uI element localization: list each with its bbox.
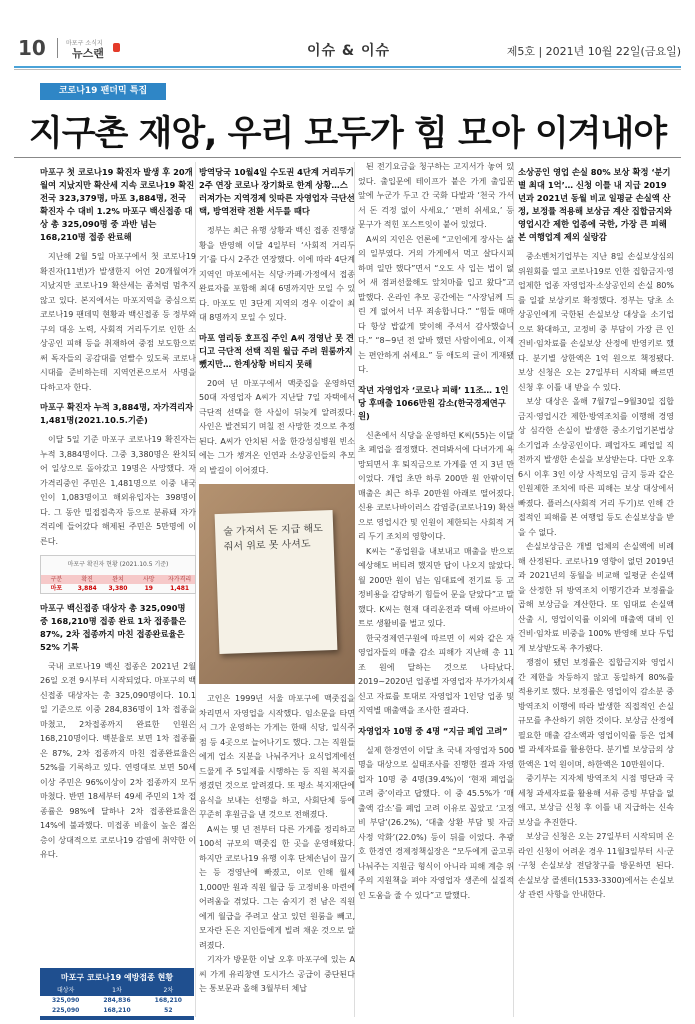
vaccination-row xyxy=(40,996,194,1006)
vaccination-cell: 52 xyxy=(164,1007,173,1014)
table-cell: 19 xyxy=(144,584,153,592)
vaccination-row xyxy=(40,1006,194,1016)
paragraph: 보상 대상은 올해 7월7일~9월30일 집합금지·영업시간 제한·방역조치를 이행해 경영상 심각한 손실이 발생한 중소기업기본법상 소기업과 소상공인이다. 폐업자도 폐업일 직전까지 발생한 손실을 보상받는다. 다만 오후 6시 이후 3인 이상 사적모임 금지 등과 같은 인원제한 조치에 따른 피해는 보상 대상에서 빠졌다. 플러스(사회적 거리 두기)로 인해 간접적인 피해를 본 여행업 등도 손실보상을 받을 수 없다. xyxy=(518,397,674,537)
memorial-note-photo xyxy=(199,484,355,684)
vaccination-cell: 325,090 xyxy=(52,997,80,1004)
feature-tag: 코로나19 팬더믹 특집 xyxy=(40,83,166,100)
subheading: 자영업자 10명 중 4명 “지금 폐업 고려” xyxy=(358,725,508,736)
paragraph: 20여 년 마포구에서 맥줏집을 운영하던 50대 자영업자 A씨가 지난달 7일 자택에서 극단적 선택을 한 사실이 뒤늦게 알려졌다. 사인은 발견되기 며칠 전 사망한 것으로 추정된다. A씨가 안치된 서울 한강성심병원 빈소에는 그가 챙겨온 인연과 소상공인들의 추모의 발길이 이어졌다. xyxy=(199,378,355,475)
logo-mark-icon xyxy=(113,43,120,52)
paragraph: 중소벤처기업부는 지난 8일 손실보상심의위원회를 열고 코로나19로 인한 집합금지·영업제한 업종 자영업자·소상공인의 손실 80%를 일괄 보상키로 확정했다. 정부는 당초 소상공인에게 국한된 손실보상 대상을 소기업으로 확대하고, 고정비 중 부담이 가장 큰 인건비·임차료를 손실보상 산정에 반영키로 했다. 분기별 상한액은 1억 원으로 책정됐다. 보상 신청은 오는 27일부터 시작돼 빠르면 신청 후 이틀 내 받을 수 있다. xyxy=(518,252,674,392)
subheading: 소상공인 영업 손실 80% 보상 확정 ‘분기별 최대 1억’… 신청 이틀 내 지급 2019년과 2021년 동월 비교 일평균 손실액 산정, 보정률 적용해 보상금 계산 집합금지와 영업시간 제한 업종에 국한, 가장 큰 피해 본 여행업계 제외 실랑감 xyxy=(518,167,672,242)
paragraph: K씨는 “종업원을 내보내고 매출을 반으로 예상해도 버티려 했지만 답이 나오지 않았다. 월 200만 원이 넘는 임대료에 전기료 등 고정비용을 감당하기 힘들어 문을 닫았다”고 말했다. K씨는 현재 대리운전과 택배 아르바이트로 생활비를 벌고 있다. xyxy=(358,546,514,628)
table-row xyxy=(41,584,195,593)
table-cell: 마포 xyxy=(50,584,63,592)
table-title: 마포구 확진자 현황 (2021.10.5 기준) xyxy=(67,561,169,568)
page-header xyxy=(0,0,695,70)
vaccination-header-row xyxy=(40,986,194,996)
paragraph: A씨는 몇 년 전부터 다른 가게를 정리하고 100석 규모의 맥줏집 한 곳을 운영해왔다. 하지만 코로나19 유행 이후 단체손님이 끊기는 등 경영난에 빠졌고, 이로 인해 월세 1,000만 원과 직원 월급 등 고정비용 마련에 어려움을 겪었다. 그는 숨지기 전 남은 직원에게 월급을 주려고 살고 있던 원룸을 빼고, 모자란 돈은 지인들에게 빌려 채운 것으로 알려졌다. xyxy=(199,824,355,950)
paragraph: 보상금 신청은 오는 27일부터 시작되며 온라인 신청이 어려운 경우 11월3일부터 시·군·구청 손실보상 전담창구를 방문하면 된다. 손실보상 콜센터(1533-3300)에서는 손실보상 관련 사항을 안내한다. xyxy=(518,832,674,899)
table-header-row xyxy=(41,575,195,584)
column-2 xyxy=(199,160,355,997)
table-cell: 3,884 xyxy=(77,584,97,592)
subheading: 마포구 첫 코로나19 확진자 발생 후 20개월여 지났지만 확산세 지속 코로나19 확진 전국 323,379명, 마포 3,884명, 전국 확진자 수 대비 1.2% 마포구 백신접종 대상 총 325,090명 중 과반 넘는 168,210명 접종 완료해 xyxy=(40,167,195,242)
paragraph: A씨의 지인은 언론에 “고인에게 장사는 삶의 일부였다. 거의 가게에서 먹고 살다시피 하며 일만 했다”면서 “오도 사 입는 법이 없어 새 점퍼선물해도 앞치마를 입고 왔다”고 말했다. 온라인 추모 공간에는 “사장님께 드린 게 없어서 너무 죄송합니다.” “힘들 때마다 항상 밥값게 맞이해 주셔서 감사했습니다.” “8~9년 전 알바 했던 사람이에요, 이제는 편안하게 쉬세요.” 등 애도의 글이 게재됐다. xyxy=(358,234,514,374)
paragraph: 된 전기요금을 청구하는 고지서가 놓여 있었다. 출입문에 테이프가 붙은 가게 출입문 앞에 누군가 두고 간 국화 다발과 ‘천국 가서서 돈 걱정 없이 사세요,’ ‘편히 쉬세요,’ 등 문구가 적힌 포스트잇이 붙어 있었다. xyxy=(358,162,514,229)
table-header: 확진 xyxy=(81,575,93,583)
vaccination-cell: 284,836 xyxy=(103,997,131,1004)
table-header: 사망 xyxy=(142,575,155,583)
vaccination-cell: 225,090 xyxy=(52,1007,80,1014)
paragraph: 고인은 1999년 서울 마포구에 맥줏집을 차리면서 자영업을 시작했다. 임소문을 타면서 그가 운영하는 가게는 한때 식당, 일식주점 등 4곳으로 늘어나기도 했다. 그는 직원들에게 업소 지분을 나눠주거나 요식업계에선 드물게 주 5일제를 시행하는 등 직원 복지를 챙겼던 것으로 알려졌다. 또 평소 복지재단에 음식을 보내는 선행을 하고, 사회단체 등에 꾸준히 후원금을 낸 것으로 전해졌다. xyxy=(199,694,355,819)
headline: 지구촌 재앙, 우리 모두가 힘 모아 이겨내야 xyxy=(28,114,667,154)
subheading: 마포구 확진자 누적 3,884명, 자가격리자 1,481명(2021.10.5.기준) xyxy=(40,402,194,425)
column-4 xyxy=(518,160,674,903)
section-title: 이슈 & 이슈 xyxy=(307,43,391,59)
subheading: 작년 자영업자 ‘코로나 피해’ 11조… 1인당 후매출 1066만원 감소(한국경제연구원) xyxy=(358,384,509,421)
vaccination-title: 마포구 코로나19 예방접종 현황 xyxy=(60,973,174,982)
paragraph: 손실보상금은 개별 업체의 손실액에 비례해 산정된다. 코로나19 영향이 없던 2019년과 2021년의 동월을 비교해 일평균 손실액을 산정한 뒤 방역조치 이행기간과 보정률을 곱해 보상금을 계산한다. 또 임대료 손실액 산출 시, 영업이익률 이외에 매출액 대비 인건비·임차료 비중을 100% 반영해 보다 두텁게 보상받도록 추가됐다. xyxy=(518,542,674,653)
paragraph: 지난해 2월 5일 마포구에서 첫 코로나19 확진자(11번)가 발생한지 어언 20개월여가 지났지만 코로나19 확산세는 좀처럼 멈추지 않고 있다. 본지에서는 마포지역을 중심으로 코로나19 팬데믹 현황과 백신접종 등 정부와 구의 대응 노력, 사회적 거리두기로 인한 소상공인 피해 등을 취재하여 중점 보도함으로써 독자들의 공감대를 얻빨수 있도록 코로나 시대를 준비하는데 지역언론으로서 사명을 다하고자 한다. xyxy=(40,252,196,392)
paragraph: 정부는 최근 유행 상황과 백신 접종 진행상황을 반영해 이달 4일부터 ‘사회적 거리두기’를 다시 2주간 연장했다. 이에 따라 4단계 지역인 마포에서는 식당·카페·가정에서 접종 완료자를 포함해 최대 6명까지만 모일 수 있다. 마포도 민 3단계 지역의 경우 이같이 최대 8명까지 모일 수 있다. xyxy=(199,226,355,322)
paragraph: 국내 코로나19 백신 접종은 2021년 2월 26일 오전 9시부터 시작되었다. 마포구의 백신접종 대상자는 총 325,090명이다. 10.1일 기준으로 이중 284,836명이 1차 접종을 마쳤고, 2차접종까지 완료한 인원은 168,210명이다. 백분율로 보면 1차 접종률은 87%, 2차 접종까지 마친 접종완료율은 52%를 기록하고 있다. 연령대로 보면 50세 이상 주민은 96%이상이 2차 접종까지 모두 마쳤다. 반면 18세부터 49세 주민의 1차 접종률은 98%에 달하나 2차 접종완료율은 14%에 불과했다. 미접종 비율이 높은 젊은 층이 상대적으로 코로나19 감염에 취약한 이유다. xyxy=(40,661,196,859)
vaccination-cell: 168,210 xyxy=(154,997,182,1004)
paragraph: 신촌에서 식당을 운영하던 K씨(55)는 이달 초 폐업을 결정했다. 견뎌봐서에 다녀가게 욕망되면서 후 퇴직금으로 가게를 연 지 3년 만이었다. 개업 초만 하루 200만 원 안팎이던 매출은 최근 하루 20만원 아래로 떨어졌다. 신용 코로나바이러스 감염증(코로나19) 확산으로 영업시간 및 인원이 제한되는 사회적 거리 두기 조치의 영향이다. xyxy=(358,430,514,541)
column-3 xyxy=(358,160,514,903)
paragraph: 이달 5일 기준 마포구 코로나19 확진자는 누적 3,884명이다. 그중 3,380명은 완치되어 일상으로 돌아갔고 19명은 사망했다. 자가격리중인 주민은 1,481명으로 이중 내국인이 1,083명이고 해외유입자는 398명이다. 그 동안 밀접접촉자 등으로 분류돼 자가격리에 들어갔다 해제된 주민은 5만명에 이른다. xyxy=(40,435,196,546)
vaccination-header: 2차 xyxy=(163,987,174,994)
paragraph: 쟁점이 됐던 보정률은 집합금지와 영업시간 제한을 차등하지 않고 동일하게 80%를 적용키로 했다. 보정률은 영업이익 감소분 중 방역조치 이행에 따라 발생한 직접적인 손실 규모를 추산하기 위한 것이다. 보상금 산정에 필요한 매출 감소액과 영업이익률 등은 업체별 과세자료를 활용한다. 분기별 보상금의 상한액은 1억 원이며, 하한액은 10만원이다. xyxy=(518,658,674,769)
paragraph: 실제 한경연이 이달 초 국내 자영업자 500명을 대상으로 실태조사를 진행한 결과 자영업자 10명 중 4명(39.4%)이 ‘현재 폐업을 고려 중’이라고 답했다. 이 중 45.5%가 ‘매출액 감소’를 폐업 고려 이유로 꼽았고 ‘고정비 부담’(26.2%), ‘대출 상환 부담 및 자금 사정 악화’(22.0%) 등이 뒤를 이었다. 추광호 한경연 경제정책실장은 “모두에게 골고루 나눠주는 지원금 형식이 아니라 피해 계층 위주의 지원책을 펴야 자영업자 생존에 실질적인 도움을 줄 수 있다”고 말했다. xyxy=(358,745,514,900)
paragraph: 기자가 방문한 이날 오후 마포구에 있는 A씨 가게 유리창엔 도시가스 공급이 중단된다는 통보문과 올해 3월부터 체납 xyxy=(199,955,355,993)
vaccination-header: 대상자 xyxy=(56,987,75,994)
subheading: 마포 염리동 호프집 주인 A씨 경영난 못 견디고 극단적 선택 직원 월급 주려 원룸까지 뺐지만… 한계상황 버티지 못해 xyxy=(199,332,354,369)
table-cell: 1,481 xyxy=(170,584,190,592)
table-cell: 3,380 xyxy=(108,584,128,592)
vaccination-header: 1차 xyxy=(112,987,122,994)
table-header: 자가격리 xyxy=(167,575,192,583)
logo: 뉴스랜 xyxy=(72,47,104,60)
header-rule xyxy=(14,66,681,68)
header-divider xyxy=(57,38,58,58)
vaccination-cell: 168,210 xyxy=(103,1007,131,1014)
issue-info: 제5호 | 2021년 10월 22일(금요일) xyxy=(506,45,681,58)
vaccination-status-box xyxy=(40,968,194,1020)
table-header: 구분 xyxy=(50,575,63,583)
paragraph: 중기부는 지자체 방역조치 시점 명단과 국세청 과세자료를 활용해 서류 증빙 부담을 없애고, 보상금 신청 후 이틀 내 지급하는 신속보상을 추진한다. xyxy=(518,774,674,827)
subheading: 방역당국 10월4일 수도권 4단계 거리두기 2주 연장 코로나 장기화로 한계 상황…스러져가는 지역경제 잇따른 자영업자 극단선택, 방역전략 전환 서두를 때다 xyxy=(199,167,355,216)
confirmed-cases-table xyxy=(40,555,196,594)
subheading: 마포구 백신접종 대상자 총 325,090명 중 168,210명 접종 완료 1차 접종률은 87%, 2차 접종까지 마친 접종완료율은 52% 기록 xyxy=(40,602,187,652)
page-number: 10 xyxy=(18,36,46,60)
header-rule-thin xyxy=(14,69,681,70)
logo-subtitle: 마포구 소식지 xyxy=(66,40,103,47)
headline-rule xyxy=(14,157,681,158)
column-1 xyxy=(40,160,196,863)
handwritten-note: 술 가져서 돈 지급 해도 줘서 위로 못 사셔도 xyxy=(215,510,338,654)
paragraph: 한국경제연구원에 따르면 이 씨와 같은 자영업자들의 매출 감소 피해가 지난해 총 11조 원에 달하는 것으로 나타났다. 2019~2020년 업종별 자영업자 부가가치세 신고 자료를 토대로 자영업자 1인당 업종 및 지역별 매출액을 조사한 결과다. xyxy=(358,633,514,715)
table-header: 완치 xyxy=(112,575,124,583)
